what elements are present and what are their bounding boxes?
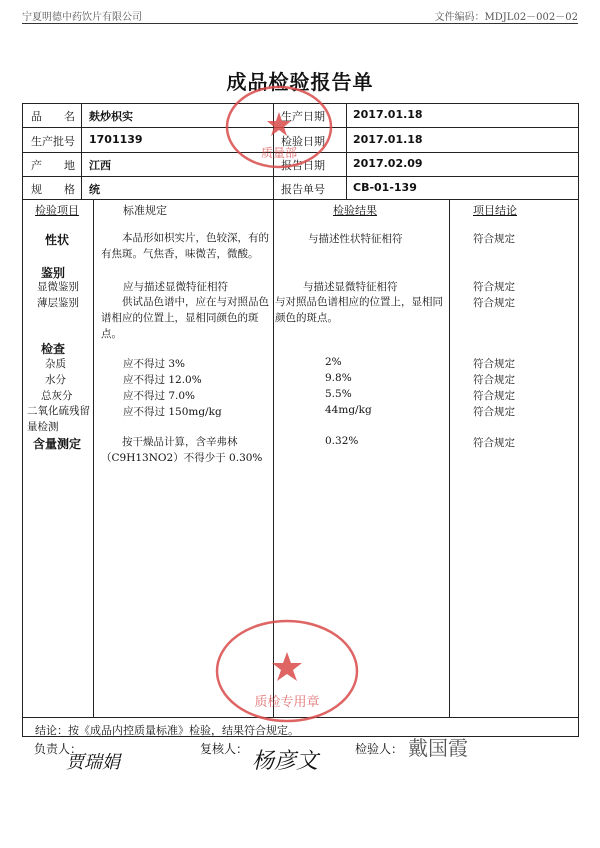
row-divider — [23, 176, 578, 177]
result-bocheng: 与对照品色谱相应的位置上，显相同颜色的斑点。 — [275, 296, 443, 324]
col-divider — [81, 104, 82, 199]
report-title: 成品检验报告单 — [226, 70, 374, 94]
row-divider — [23, 199, 578, 200]
result-xingzhuang: 与描述性状特征相符 — [308, 233, 403, 245]
item-xingzhuang: 性状 — [45, 233, 70, 247]
result-so2: 44mg/kg — [325, 404, 372, 416]
standard-zonghui: 应不得过 7.0% — [123, 390, 196, 402]
item-shuifen: 水分 — [45, 374, 66, 386]
document-code: 文件编码：MDJL02－002－02 — [434, 12, 578, 23]
conclusion-bocheng: 符合规定 — [473, 297, 515, 309]
top-seal-dept: 质量部 — [260, 146, 298, 160]
conclusion-xingzhuang: 符合规定 — [473, 233, 515, 245]
result-zazhi: 2% — [325, 356, 342, 368]
batch-value: 1701139 — [89, 133, 143, 146]
responsible-signature: 贾瑞娟 — [66, 752, 120, 773]
prod-date-value: 2017.01.18 — [353, 108, 423, 121]
document-header — [22, 8, 578, 24]
item-so2: 二氧化硫残留量检测 — [27, 405, 90, 433]
report-date-label: 报告日期 — [281, 159, 325, 172]
result-hanliang: 0.32% — [325, 435, 359, 447]
batch-label: 生产批号 — [31, 135, 75, 148]
report-conclusion: 结论：按《成品内控质量标准》检验，结果符合规定。 — [35, 724, 299, 737]
report-date-value: 2017.02.09 — [353, 157, 423, 170]
inspector-signature: 戴国霞 — [408, 736, 468, 760]
col-divider — [449, 199, 450, 717]
conclusion-shuifen: 符合规定 — [473, 374, 515, 386]
conclusion-hanliang: 符合规定 — [473, 437, 515, 449]
col-header-result: 检验结果 — [333, 204, 377, 217]
prod-date-label: 生产日期 — [281, 110, 325, 123]
col-divider — [93, 199, 94, 717]
standard-zazhi: 应不得过 3% — [123, 358, 185, 370]
reviewer-signature: 杨彦文 — [252, 749, 319, 774]
col-header-item: 检验项目 — [35, 204, 79, 217]
item-hanliang: 含量测定 — [33, 437, 82, 451]
item-jiancha: 检查 — [41, 342, 66, 356]
item-zonghui: 总灰分 — [41, 390, 73, 402]
col-divider — [346, 104, 347, 199]
origin-value: 江西 — [89, 159, 111, 172]
test-date-label: 检验日期 — [281, 135, 325, 148]
responsible-label: 负责人： — [34, 742, 83, 756]
report-no-label: 报告单号 — [281, 183, 325, 196]
col-header-conclusion: 项目结论 — [473, 204, 517, 217]
standard-bocheng: 供试品色谱中，应在与对照品色谱相应的位置上，显相同颜色的斑点。 — [101, 296, 269, 340]
conclusion-zonghui: 符合规定 — [473, 390, 515, 402]
company-name: 宁夏明德中药饮片有限公司 — [22, 12, 142, 23]
item-xianwei: 显微鉴别 — [37, 281, 79, 293]
standard-so2: 应不得过 150mg/kg — [123, 406, 222, 418]
reviewer-label: 复核人： — [200, 742, 249, 756]
item-zazhi: 杂质 — [45, 358, 66, 370]
standard-hanliang: 按干燥品计算，含辛弗林（C9H13NO2）不得少于 0.30% — [101, 436, 263, 464]
standard-xingzhuang: 本品形如枳实片，色较深，有的有焦斑。气焦香，味微苦，微酸。 — [101, 232, 269, 260]
conclusion-so2: 符合规定 — [473, 406, 515, 418]
inspector-label: 检验人： — [355, 742, 404, 756]
standard-shuifen: 应不得过 12.0% — [123, 374, 202, 386]
result-zonghui: 5.5% — [325, 388, 352, 400]
bottom-seal-dept: 质检专用章 — [254, 695, 320, 710]
quality-dept-seal — [222, 82, 336, 172]
conclusion-zazhi: 符合规定 — [473, 358, 515, 370]
name-value: 麸炒枳实 — [89, 110, 133, 123]
qc-seal — [212, 616, 362, 726]
col-header-standard: 标准规定 — [123, 204, 167, 217]
item-jianbie: 鉴别 — [41, 266, 66, 280]
origin-label: 产 地 — [31, 159, 75, 172]
item-bocheng: 薄层鉴别 — [37, 297, 79, 309]
spec-label: 规 格 — [31, 183, 75, 196]
standard-xianwei: 应与描述显微特征相符 — [123, 281, 228, 293]
result-xianwei: 与描述显微特征相符 — [303, 281, 398, 293]
name-label: 品 名 — [31, 110, 75, 123]
result-shuifen: 9.8% — [325, 372, 352, 384]
spec-value: 统 — [89, 183, 100, 196]
conclusion-xianwei: 符合规定 — [473, 281, 515, 293]
test-date-value: 2017.01.18 — [353, 133, 423, 146]
report-no-value: CB-01-139 — [353, 181, 417, 194]
